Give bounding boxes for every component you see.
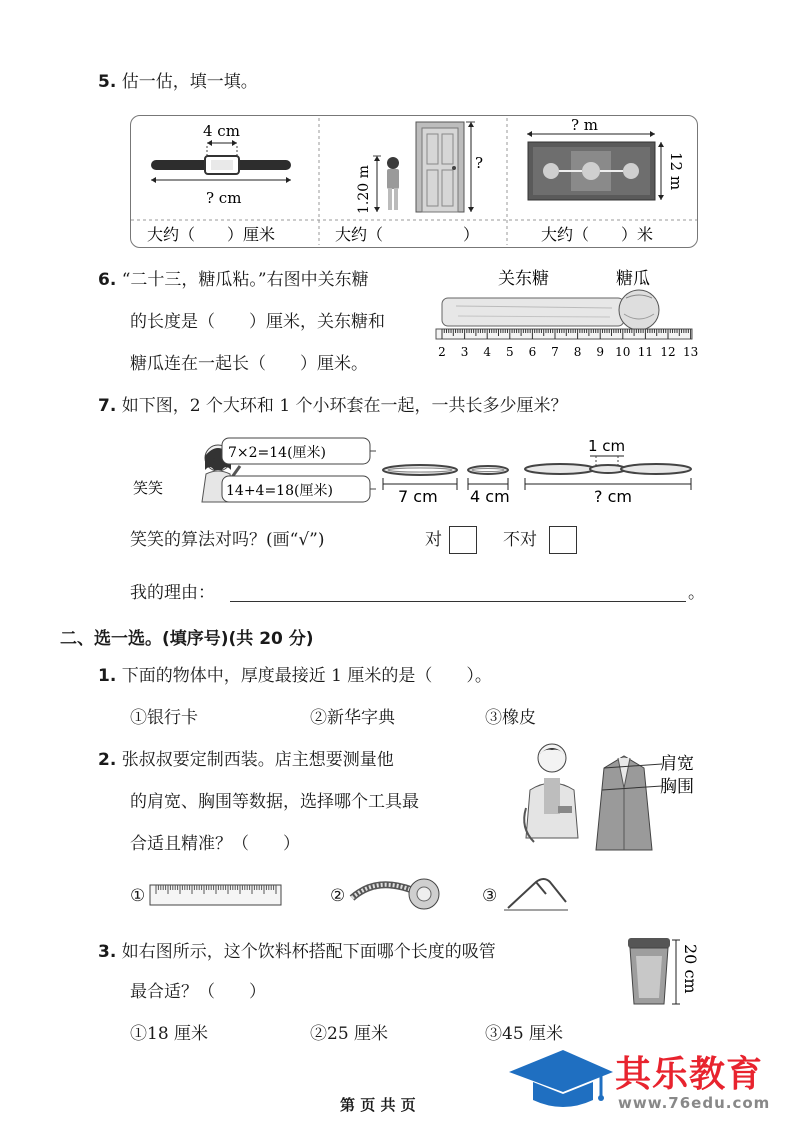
- q5-figure-box: [130, 115, 698, 248]
- big-ring-label: 7 cm: [398, 487, 438, 506]
- chest-label: 胸围: [660, 777, 694, 797]
- q6-line-2: 的长度是（ ）厘米，关东糖和: [130, 312, 385, 332]
- s1-text: 下面的物体中，厚度最接近 1 厘米的是（ ）。: [121, 666, 492, 686]
- girl-height-label: 1.20 m: [356, 165, 372, 214]
- q7-number: 7.: [98, 396, 117, 416]
- q5-number: 5.: [98, 72, 117, 92]
- brand-url: www.76edu.com: [618, 1094, 771, 1112]
- field-icon: [527, 131, 664, 200]
- s2-option-1-ruler[interactable]: [150, 884, 282, 906]
- reason-end: 。: [688, 583, 705, 603]
- ruler-tick-label: 12: [660, 345, 676, 359]
- calc-line-1: 7×2=14(厘米): [228, 445, 327, 461]
- q7-text: 如下图，2 个大环和 1 个小环套在一起，一共长多少厘米？: [121, 396, 568, 416]
- suit-icon: [596, 756, 662, 850]
- s3-text-1: 如右图所示，这个饮料杯搭配下面哪个长度的吸管: [121, 942, 496, 962]
- right-label: 对: [425, 530, 442, 550]
- q6-line-3: 糖瓜连在一起长（ ）厘米。: [130, 354, 368, 374]
- s2-line-3: 合适且精准？（ ）: [130, 834, 300, 854]
- ruler-tick-label: 10: [615, 345, 631, 359]
- s2-line-2: 的肩宽、胸围等数据，选择哪个工具最: [130, 792, 419, 812]
- brand-logo: [505, 1046, 615, 1116]
- candy-label: 关东糖: [498, 269, 549, 289]
- q5-figure: [131, 116, 697, 247]
- straight-ruler-icon: [150, 884, 282, 906]
- field-length-label: ? m: [571, 116, 599, 134]
- q7-question: 笑笑的算法对吗？(画“√”): [130, 530, 325, 550]
- watch-width-label: 4 cm: [203, 122, 240, 140]
- s2-line-1: [98, 750, 394, 770]
- q6-text-1: “二十三，糖瓜粘。”右图中关东糖: [121, 270, 369, 290]
- door-height-label: ?: [475, 154, 484, 172]
- s2-option-3-hand[interactable]: [500, 872, 572, 914]
- s3-option-2[interactable]: ②25 厘米: [310, 1024, 389, 1044]
- melon-icon: [619, 290, 659, 330]
- ruler-tick-label: 11: [637, 345, 654, 359]
- page-number: 第 页 共 页: [340, 1096, 416, 1114]
- field-width-label: 12 m: [667, 152, 685, 191]
- xiaoxiao-name: 笑笑: [133, 479, 164, 497]
- brand-name: 其乐教育: [615, 1054, 764, 1095]
- s1-option-1[interactable]: ①银行卡: [130, 708, 198, 728]
- wrong-label: 不对: [503, 530, 537, 550]
- q6-figure: [436, 262, 699, 362]
- q6-ruler-figure: [436, 262, 699, 362]
- s2-option-3-label[interactable]: ③: [482, 886, 498, 906]
- s3-number: 3.: [98, 942, 117, 962]
- shoulder-label: 肩宽: [660, 754, 694, 774]
- s2-option-2-tape[interactable]: [350, 872, 442, 912]
- s1-number: 1.: [98, 666, 117, 686]
- s1-heading: [98, 666, 492, 686]
- s3-line-1: [98, 942, 496, 962]
- shopkeeper-icon: [524, 744, 578, 842]
- watch-icon: [151, 140, 291, 183]
- tape-measure-icon: [350, 872, 442, 912]
- cup-icon: [622, 932, 702, 1012]
- s3-figure: [622, 932, 702, 1012]
- right-checkbox[interactable]: [449, 526, 477, 554]
- s2-number: 2.: [98, 750, 117, 770]
- s3-option-3[interactable]: ③45 厘米: [485, 1024, 564, 1044]
- melon-label: 糖瓜: [616, 269, 650, 289]
- s2-option-1-label[interactable]: ①: [130, 886, 146, 906]
- ruler-tick-label: 4: [483, 345, 492, 359]
- watch-length-label: ? cm: [206, 189, 242, 207]
- s3-line-2: 最合适？（ ）: [130, 982, 266, 1002]
- wrong-checkbox[interactable]: [549, 526, 577, 554]
- total-length-label: ? cm: [594, 487, 632, 506]
- ring-chain-icon: [525, 456, 691, 490]
- ruler-tick-label: 9: [596, 345, 605, 359]
- s2-text-1: 张叔叔要定制西装。店主想要测量他: [121, 750, 394, 770]
- s2-tailor-figure: [512, 738, 698, 854]
- q7-figure: [130, 436, 700, 512]
- section2-title: 二、选一选。(填序号)(共 20 分): [60, 629, 314, 649]
- calc-line-2: 14+4=18(厘米): [226, 483, 333, 499]
- q7-heading: [98, 396, 568, 416]
- q5-answer-1: 大约（ ）厘米: [147, 225, 276, 244]
- s1-option-3[interactable]: ③橡皮: [485, 708, 536, 728]
- q5-answer-2: 大约（ ）: [335, 225, 480, 244]
- cup-height-label: 20 cm: [681, 944, 700, 994]
- reason-input-line[interactable]: [230, 601, 686, 602]
- ruler-tick-label: 7: [551, 345, 559, 359]
- ruler-tick-label: 3: [460, 345, 469, 359]
- candy-icon: [442, 298, 624, 326]
- hand-span-icon: [500, 872, 572, 914]
- ruler-tick-label: 13: [682, 345, 699, 359]
- q7-rings-figure: [130, 436, 700, 512]
- reason-label: 我的理由：: [130, 583, 215, 603]
- door-icon: [416, 122, 475, 212]
- s3-option-1[interactable]: ①18 厘米: [130, 1024, 209, 1044]
- ruler-tick-label: 2: [438, 345, 446, 359]
- s2-option-2-label[interactable]: ②: [330, 886, 346, 906]
- q5-text: 估一估，填一填。: [121, 72, 258, 92]
- ruler-tick-label: 8: [573, 345, 582, 359]
- overlap-label: 1 cm: [588, 437, 626, 455]
- q5-answer-3: 大约（ ）米: [541, 225, 654, 244]
- small-ring-label: 4 cm: [470, 487, 510, 506]
- ruler-tick-label: 6: [528, 345, 537, 359]
- q5-heading: [98, 72, 258, 92]
- girl-icon: [373, 156, 399, 212]
- q6-line-1: [98, 270, 369, 290]
- graduation-cap-icon: [505, 1046, 615, 1116]
- s1-option-2[interactable]: ②新华字典: [310, 708, 395, 728]
- q6-number: 6.: [98, 270, 117, 290]
- ruler-tick-label: 5: [505, 345, 514, 359]
- s2-figure: [512, 738, 698, 854]
